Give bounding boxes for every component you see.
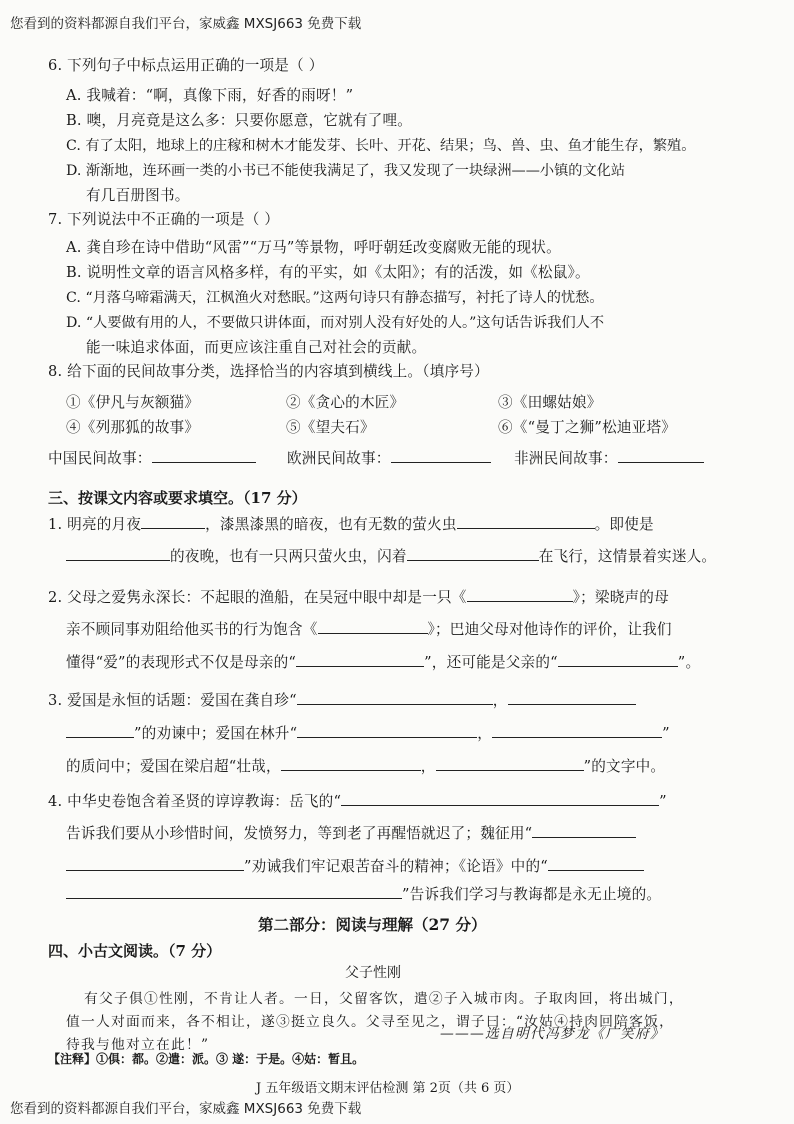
fill3-blank-1[interactable] [297, 690, 493, 705]
q6-stem: 6. 下列句子中标点运用正确的一项是（ ） [48, 57, 324, 74]
fill3-text-f: 的质问中；爱国在梁启超“壮哉， [66, 758, 281, 775]
fill2-text-a: 2. 父母之爱隽永深长：不起眼的渔船，在吴冠中眼中却是一只《 [48, 589, 467, 606]
fill3-text-h: ”的文字中。 [583, 758, 666, 775]
q8-europe-blank[interactable] [391, 448, 491, 463]
q8-option-5: ⑤《望夫石》 [286, 419, 375, 436]
q7-option-d-line2: 能一味追求体面，而更应该注重自己对社会的贡献。 [86, 339, 427, 356]
q7-option-d-line1: D. “人要做有用的人，不要做只讲体面，而对别人没有好处的人。”这句话告诉我们人不 [66, 315, 605, 331]
fill1-blank-3[interactable] [66, 546, 170, 561]
fill2-blank-3[interactable] [296, 652, 424, 667]
fill4-line1 [48, 791, 667, 812]
fill4-line4 [66, 884, 661, 905]
passage-notes: 【注释】①俱：都。②遣：派。③ 遂：于是。④姑：暂且。 [48, 1052, 365, 1066]
fill3-blank-5[interactable] [492, 723, 662, 738]
fill2-text-f: ”，还可能是父亲的“ [424, 654, 558, 671]
fill4-blank-2[interactable] [532, 823, 636, 838]
passage-title: 父子性刚 [345, 965, 401, 981]
q8-africa-label: 非洲民间故事： [514, 450, 618, 467]
fill2-text-g: ”。 [677, 654, 701, 671]
q8-africa-blank[interactable] [618, 448, 704, 463]
fill4-blank-5[interactable] [66, 884, 402, 899]
q7-option-c: C. “月落乌啼霜满天，江枫渔火对愁眠。”这两句诗只有静态描写，衬托了诗人的忧愁。 [66, 290, 604, 306]
fill3-line2 [66, 723, 670, 744]
fill1-text-e: 在飞行，这情景着实迷人。 [538, 548, 717, 565]
q6-option-a: A. 我喊着：“啊，真像下雨，好香的雨呀！” [66, 87, 354, 104]
watermark-top: 您看到的资料都源自我们平台，家威鑫 MXSJ663 免费下载 [10, 16, 362, 32]
section3-title: 三、按课文内容或要求填空。（17 分） [48, 489, 307, 507]
q8-option-3: ③《田螺姑娘》 [498, 394, 602, 411]
fill4-text-b: ” [659, 793, 667, 810]
fill1-line2 [66, 546, 716, 567]
fill4-blank-3[interactable] [66, 856, 244, 871]
fill4-text-a: 4. 中华史卷饱含着圣贤的谆谆教诲：岳飞的“ [48, 793, 342, 810]
fill1-text-a: 1. 明亮的月夜 [48, 516, 142, 533]
watermark-bottom: 您看到的资料都源自我们平台，家威鑫 MXSJ663 免费下载 [10, 1101, 362, 1117]
passage-line-1: 有父子俱①性刚，不肯让人者。一日，父留客饮，遣②子入城市肉。子取肉回，将出城门， [84, 991, 684, 1007]
q6-option-d-line2: 有几百册图书。 [86, 187, 190, 204]
fill3-text-c: ”的劝谏中；爱国在林升“ [134, 725, 298, 742]
fill3-text-g: ， [420, 758, 436, 775]
passage-line-3: 待我与他对立在此！” [66, 1037, 210, 1053]
fill2-line1 [48, 587, 669, 608]
fill3-text-d: ， [477, 725, 493, 742]
q8-africa-row [514, 448, 704, 469]
fill2-text-d: 》；巴迪父母对他诗作的评价，让我们 [427, 621, 672, 638]
fill4-line2 [66, 823, 636, 844]
fill3-line3 [66, 756, 665, 777]
q8-stem: 8. 给下面的民间故事分类，选择恰当的内容填到横线上。（填序号） [48, 363, 489, 380]
fill1-text-b: ，漆黑漆黑的暗夜，也有无数的萤火虫 [205, 516, 457, 533]
passage-source: ———选自明代冯梦龙《广笑府》 [440, 1026, 665, 1042]
fill3-blank-2[interactable] [508, 690, 636, 705]
fill1-line1 [48, 514, 654, 535]
q8-china-label: 中国民间故事： [48, 450, 152, 467]
fill2-blank-4[interactable] [558, 652, 678, 667]
q8-option-4: ④《列那狐的故事》 [66, 419, 200, 436]
fill1-text-d: 的夜晚，也有一只两只萤火虫，闪着 [170, 548, 407, 565]
fill4-blank-4[interactable] [548, 856, 644, 871]
fill2-line2 [66, 619, 672, 640]
fill2-text-b: 》；梁晓声的母 [572, 589, 669, 606]
fill3-blank-3[interactable] [66, 723, 134, 738]
q8-china-blank[interactable] [152, 448, 256, 463]
q7-option-b: B. 说明性文章的语言风格多样，有的平实，如《太阳》；有的活泼，如《松鼠》。 [66, 264, 590, 281]
fill4-text-e: ”告诉我们学习与教诲都是永无止境的。 [402, 886, 662, 903]
q8-option-1: ①《伊凡与灰额猫》 [66, 394, 200, 411]
fill2-blank-2[interactable] [318, 619, 428, 634]
fill4-blank-1[interactable] [341, 791, 659, 806]
fill3-blank-7[interactable] [436, 756, 584, 771]
part2-title: 第二部分：阅读与理解（27 分） [258, 915, 487, 934]
q6-option-d-line1: D. 渐渐地，连环画一类的小书已不能使我满足了，我又发现了一块绿洲——小镇的文化站 [66, 163, 626, 179]
fill4-line3 [66, 856, 644, 877]
q8-china-row [48, 448, 256, 469]
fill1-blank-4[interactable] [407, 546, 539, 561]
fill4-text-d: ”劝诫我们牢记艰苦奋斗的精神；《论语》中的“ [244, 858, 548, 875]
q8-option-6: ⑥《“曼丁之狮”松迪亚塔》 [498, 419, 677, 436]
q7-stem: 7. 下列说法中不正确的一项是（ ） [48, 211, 280, 228]
q8-europe-row [287, 448, 491, 469]
q6-option-c: C. 有了太阳，地球上的庄稼和树木才能发芽、长叶、开花、结果；鸟、兽、虫、鱼才能生存，繁殖。 [66, 138, 696, 154]
fill3-text-b: ， [492, 692, 508, 709]
q8-europe-label: 欧洲民间故事： [287, 450, 391, 467]
fill3-blank-6[interactable] [281, 756, 421, 771]
fill2-text-c: 亲不顾同事劝阻给他买书的行为饱含《 [66, 621, 318, 638]
fill4-text-c: 告诉我们要从小珍惜时间，发愤努力，等到老了再醒悟就迟了；魏征用“ [66, 825, 533, 842]
fill3-blank-4[interactable] [297, 723, 477, 738]
q8-option-2: ②《贪心的木匠》 [286, 394, 405, 411]
fill1-text-c: 。即使是 [594, 516, 654, 533]
page-footer: J 五年级语文期末评估检测 第 2页（共 6 页） [256, 1081, 520, 1096]
q7-option-a: A. 龚自珍在诗中借助“风雷”“万马”等景物，呼吁朝廷改变腐败无能的现状。 [66, 239, 561, 256]
fill3-line1 [48, 690, 636, 711]
fill3-text-a: 3. 爱国是永恒的话题：爱国在龚自珍“ [48, 692, 297, 709]
fill2-line3 [66, 652, 700, 673]
fill1-blank-1[interactable] [141, 514, 205, 529]
section4-title: 四、小古文阅读。（7 分） [48, 942, 222, 960]
fill2-blank-1[interactable] [467, 587, 573, 602]
fill2-text-e: 懂得“爱”的表现形式不仅是母亲的“ [66, 654, 297, 671]
fill3-text-e: ” [662, 725, 670, 742]
passage-line-2: 值一人对面而来，各不相让，遂③挺立良久。父寻至见之，谓子曰：“汝姑④持肉回陪客饭， [66, 1014, 675, 1030]
fill1-blank-2[interactable] [457, 514, 595, 529]
q6-option-b: B. 噢，月亮竟是这么多：只要你愿意，它就有了哩。 [66, 112, 413, 129]
